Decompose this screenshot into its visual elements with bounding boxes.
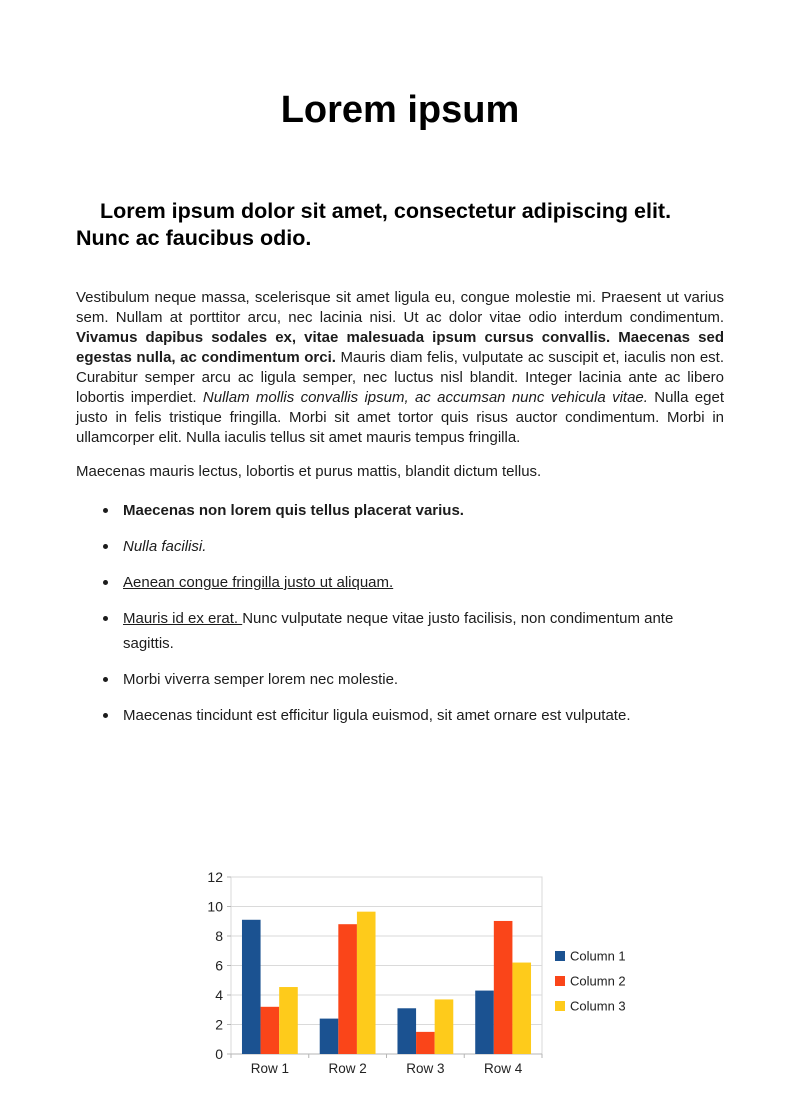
text-run-italic: Nulla facilisi.	[123, 538, 207, 555]
bar-column-3-row-2	[357, 912, 376, 1054]
bullet-icon	[103, 544, 108, 549]
text-run-bold: Vivamus dapibus sodales ex, vitae malesuada ipsum cursus convallis. Maecenas sed egestas nulla, ac condimentum orci.	[76, 329, 724, 366]
bar-column-2-row-2	[338, 924, 357, 1054]
text-run-normal: Nunc vulputate neque vitae justo facilisis, non condimentum ante sagittis.	[123, 610, 674, 652]
bar-column-1-row-1	[242, 920, 261, 1054]
bar-column-2-row-1	[261, 1007, 280, 1054]
x-category-label: Row 4	[483, 1061, 523, 1076]
text-run-normal: Nulla eget justo in felis tristique fringilla. Morbi sit amet tortor quis risus auctor condimentum. Morbi in ullamcorper elit. Nulla iaculis tellus sit amet mauris tempus fringilla.	[76, 389, 724, 446]
y-tick-label: 8	[215, 928, 223, 944]
embedded-bar-chart[interactable]	[180, 856, 670, 1096]
document-title: Lorem ipsum	[280, 89, 520, 131]
legend-swatch-icon	[555, 951, 565, 961]
text-run-underline: Aenean congue fringilla justo ut aliquam.	[123, 574, 394, 591]
bar-column-1-row-2	[320, 1019, 339, 1054]
legend-label: Column 3	[570, 998, 626, 1014]
document-subheading: Lorem ipsum dolor sit amet, consectetur adipiscing elit. Nunc ac faucibus odio.	[76, 199, 672, 250]
bar-chart-svg	[180, 856, 670, 1096]
text-run-bold: Maecenas non lorem quis tellus placerat varius.	[123, 502, 464, 519]
body-paragraph-2: Maecenas mauris lectus, lobortis et purus mattis, blandit dictum tellus.	[76, 463, 542, 480]
bar-column-3-row-3	[435, 999, 454, 1054]
list-item	[76, 498, 724, 523]
y-tick-label: 2	[215, 1016, 223, 1033]
text-run-italic: Nullam mollis convallis ipsum, ac accumsan nunc vehicula vitae.	[202, 389, 655, 406]
list-item	[76, 570, 724, 595]
text-run-normal: Morbi viverra semper lorem nec molestie.	[123, 671, 399, 688]
bullet-icon	[103, 713, 108, 718]
bar-column-1-row-3	[397, 1008, 416, 1054]
x-category-label: Row 3	[406, 1061, 445, 1076]
list-item	[76, 606, 724, 656]
document-page	[0, 88, 800, 1098]
bar-column-3-row-4	[512, 963, 531, 1054]
y-tick-label: 12	[207, 869, 223, 885]
bullet-icon	[103, 580, 108, 585]
bullet-list	[76, 498, 724, 728]
legend-label: Column 2	[570, 973, 626, 989]
list-item	[76, 667, 724, 692]
bullet-icon	[103, 508, 108, 513]
bullet-icon	[103, 677, 108, 682]
y-tick-label: 10	[207, 898, 223, 915]
legend-label: Column 1	[570, 948, 626, 964]
y-tick-label: 0	[215, 1046, 223, 1062]
bar-column-2-row-4	[494, 921, 513, 1054]
bar-column-2-row-3	[416, 1032, 435, 1054]
text-run-normal: Mauris diam felis, vulputate ac suscipit et, iaculis non est. Curabitur semper arcu ac ligula semper, nec luctus nisl blandit. Integer lacinia ante ac libero lobortis imperdiet.	[76, 349, 724, 406]
list-item	[76, 703, 724, 728]
y-tick-label: 6	[215, 957, 223, 974]
bullet-icon	[103, 616, 108, 621]
x-category-label: Row 1	[250, 1061, 290, 1076]
bar-column-3-row-1	[279, 987, 298, 1054]
text-run-normal: Maecenas tincidunt est efficitur ligula euismod, sit amet ornare est vulputate.	[123, 707, 631, 724]
y-tick-label: 4	[215, 987, 223, 1003]
body-paragraph-1	[76, 288, 724, 448]
legend-swatch-icon	[555, 976, 565, 986]
text-run-underline: Mauris id ex erat.	[123, 610, 243, 627]
x-category-label: Row 2	[328, 1061, 367, 1076]
bar-column-1-row-4	[475, 991, 494, 1054]
text-run-normal: Vestibulum neque massa, scelerisque sit amet ligula eu, congue molestie mi. Praesent ut varius sem. Nullam at porttitor arcu, nec lacinia nisi. Ut ac dolor vitae odio interdum condimentum.	[76, 289, 724, 326]
list-item	[76, 534, 724, 559]
